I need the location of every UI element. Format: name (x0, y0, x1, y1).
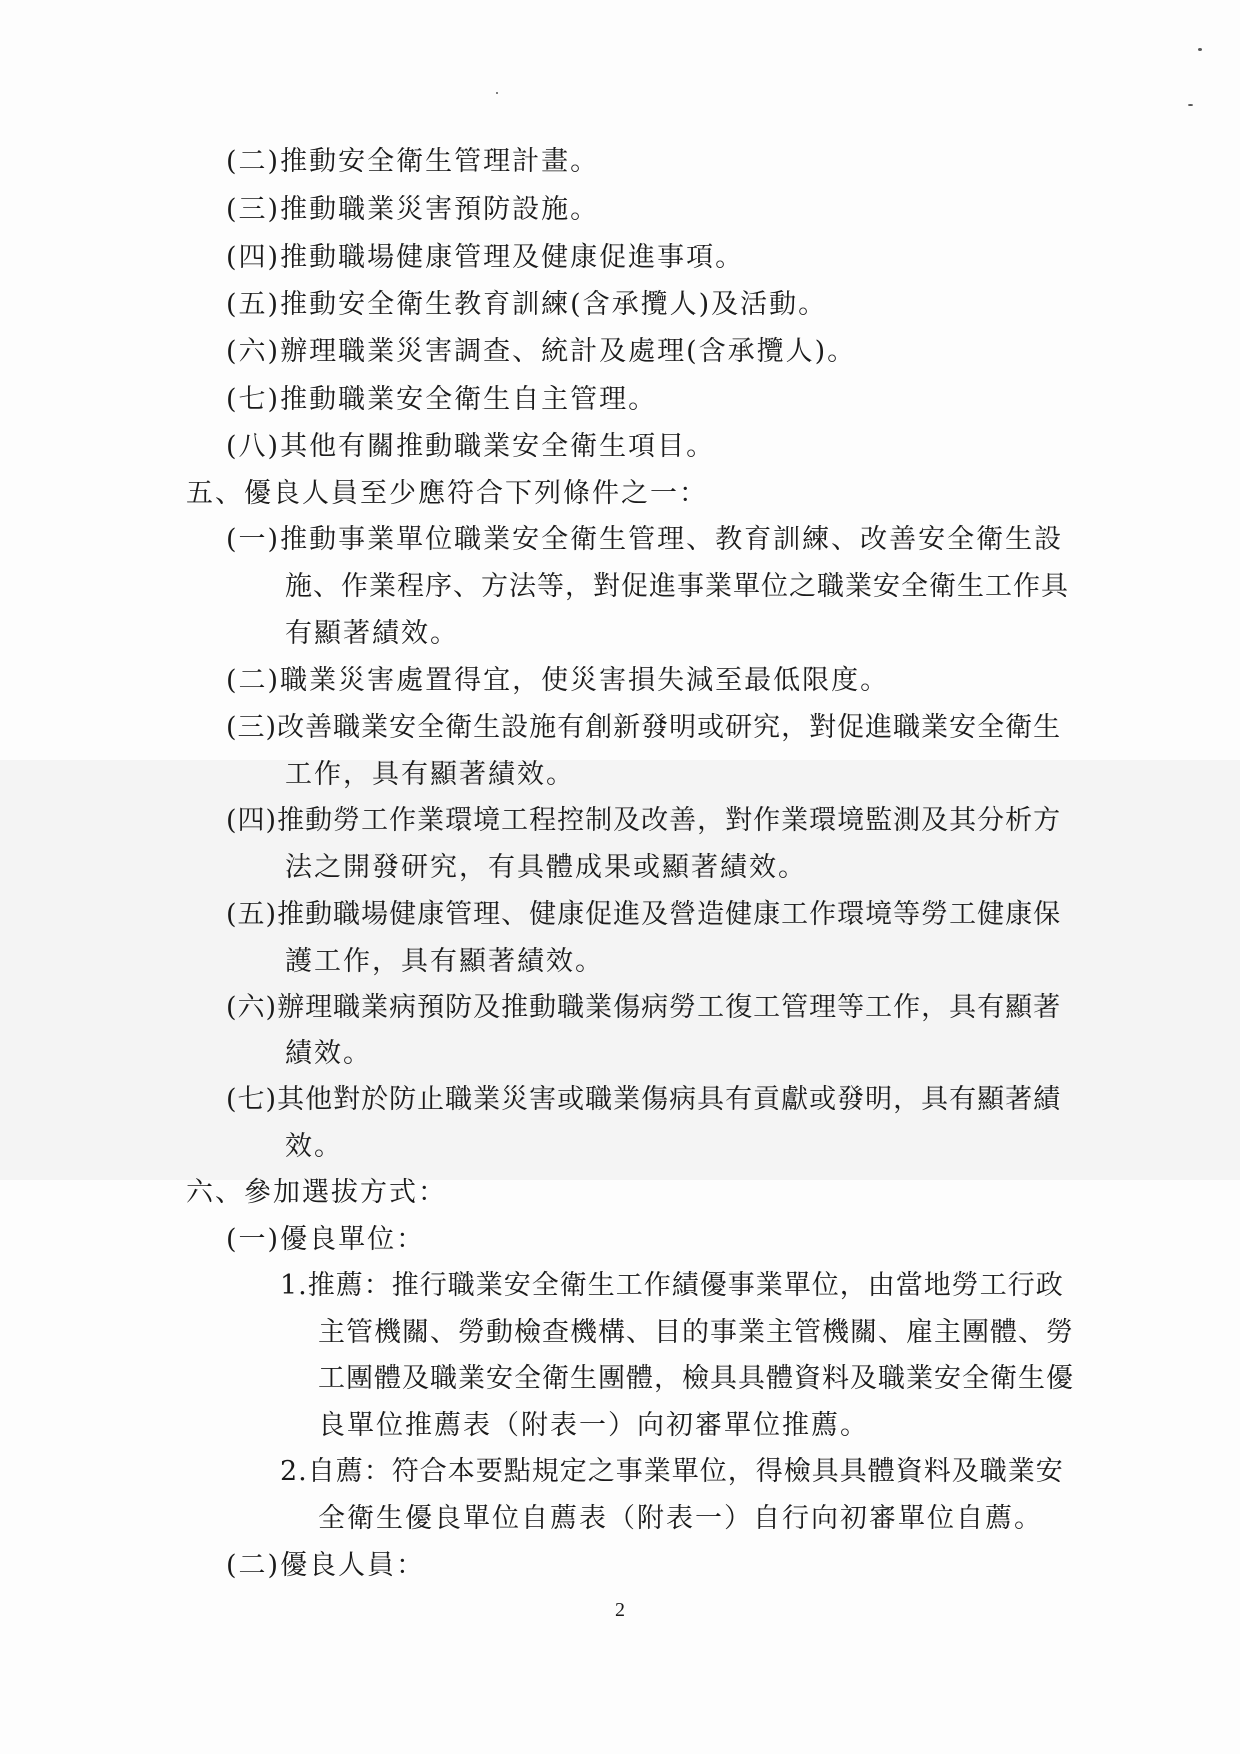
document-line (280, 1266, 1064, 1306)
document-line (186, 474, 708, 514)
document-line (226, 520, 1063, 560)
document-line (318, 1359, 1074, 1399)
line-text: 工作，具有顯著績效。 (285, 759, 575, 790)
list-marker: 2. (280, 1456, 308, 1487)
list-marker: (五) (226, 289, 281, 320)
list-marker: (五) (226, 899, 278, 930)
line-text: 推動職場健康管理及健康促進事項。 (280, 242, 745, 273)
document-line (285, 614, 459, 654)
line-text: 推動安全衛生教育訓練(含承攬人)及活動。 (280, 289, 828, 320)
list-marker: (四) (226, 242, 281, 273)
line-text: 優良單位： (280, 1224, 426, 1255)
list-marker: (二) (226, 1550, 281, 1581)
line-text: 推薦：推行職業安全衛生工作績優事業單位，由當地勞工行政 (307, 1270, 1064, 1301)
document-line (226, 895, 1061, 935)
document-line (226, 1080, 1061, 1120)
list-marker: (二) (226, 665, 281, 696)
line-text: 主管機關、勞動檢查機構、目的事業主管機關、雇主團體、勞 (318, 1317, 1074, 1348)
line-text: 推動職業安全衛生自主管理。 (280, 384, 658, 415)
list-marker: 六、 (186, 1177, 244, 1208)
line-text: 有顯著績效。 (285, 618, 459, 649)
list-marker: (三) (226, 194, 281, 225)
document-line (226, 238, 744, 278)
document-line (186, 1173, 447, 1213)
line-text: 良單位推薦表（附表一）向初審單位推薦。 (318, 1410, 869, 1441)
page-number: 2 (615, 1599, 625, 1621)
document-line (226, 190, 599, 230)
list-marker: (六) (226, 336, 281, 367)
line-text: 全衛生優良單位自薦表（附表一）自行向初審單位自薦。 (318, 1503, 1043, 1534)
document-line (226, 988, 1061, 1028)
list-marker: (六) (226, 992, 278, 1023)
list-marker: (一) (226, 524, 281, 555)
list-marker: (七) (226, 1084, 278, 1115)
list-marker: (二) (226, 146, 281, 177)
list-marker: 1. (280, 1270, 308, 1301)
line-text: 推動勞工作業環境工程控制及改善，對作業環境監測及其分析方 (277, 805, 1062, 836)
document-line (226, 142, 599, 182)
scan-speck (1188, 104, 1193, 106)
line-text: 辦理職業病預防及推動職業傷病勞工復工管理等工作，具有顯著 (277, 992, 1062, 1023)
list-marker: (七) (226, 384, 281, 415)
line-text: 其他對於防止職業災害或職業傷病具有貢獻或發明，具有顯著績 (277, 1084, 1062, 1115)
line-text: 優良人員至少應符合下列條件之一： (244, 478, 708, 509)
list-marker: 五、 (186, 478, 244, 509)
document-line (226, 1220, 425, 1260)
document-line (226, 661, 889, 701)
line-text: 改善職業安全衛生設施有創新發明或研究，對促進職業安全衛生 (277, 712, 1062, 743)
line-text: 效。 (285, 1131, 343, 1162)
line-text: 自薦：符合本要點規定之事業單位，得檢具具體資料及職業安 (307, 1456, 1064, 1487)
line-text: 推動職業災害預防設施。 (280, 194, 600, 225)
line-text: 績效。 (285, 1038, 372, 1069)
line-text: 施、作業程序、方法等，對促進事業單位之職業安全衛生工作具 (285, 571, 1069, 602)
line-text: 推動事業單位職業安全衛生管理、教育訓練、改善安全衛生設 (280, 524, 1064, 555)
list-marker: (一) (226, 1224, 281, 1255)
line-text: 法之開發研究，有具體成果或顯著績效。 (285, 852, 807, 883)
document-line (285, 1127, 343, 1167)
list-marker: (四) (226, 805, 278, 836)
line-text: 護工作，具有顯著績效。 (285, 946, 604, 977)
document-line (226, 332, 856, 372)
document-line (285, 848, 807, 888)
list-marker: (三) (226, 712, 278, 743)
document-line (280, 1452, 1064, 1492)
document-line (318, 1499, 1043, 1539)
line-text: 職業災害處置得宜，使災害損失減至最低限度。 (280, 665, 890, 696)
line-text: 推動職場健康管理、健康促進及營造健康工作環境等勞工健康保 (277, 899, 1062, 930)
document-line (226, 801, 1061, 841)
document-line (285, 755, 575, 795)
document-line (285, 942, 604, 982)
document-line (285, 1034, 372, 1074)
list-marker: (八) (226, 431, 281, 462)
line-text: 優良人員： (280, 1550, 426, 1581)
line-text: 其他有關推動職業安全衛生項目。 (280, 431, 716, 462)
document-line (226, 708, 1061, 748)
line-text: 辦理職業災害調查、統計及處理(含承攬人)。 (280, 336, 857, 367)
scan-speck (1198, 48, 1202, 51)
document-line (318, 1406, 869, 1446)
document-line (285, 567, 1069, 607)
document-line (226, 285, 827, 325)
line-text: 工團體及職業安全衛生團體，檢具具體資料及職業安全衛生優 (318, 1363, 1074, 1394)
line-text: 推動安全衛生管理計畫。 (280, 146, 600, 177)
document-line (226, 427, 715, 467)
document-line (226, 380, 657, 420)
scan-speck (496, 92, 498, 94)
document-line (226, 1546, 425, 1586)
line-text: 參加選拔方式： (244, 1177, 447, 1208)
document-line (318, 1313, 1074, 1353)
